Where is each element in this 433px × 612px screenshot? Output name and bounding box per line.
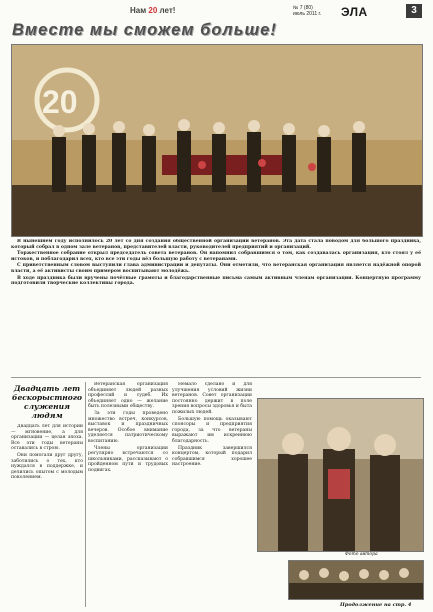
continued-note: Продолжение на стр. 4 <box>340 602 412 608</box>
issue-suffix: лет! <box>159 6 176 15</box>
page-headline: Вместе мы сможем больше! <box>12 21 277 39</box>
issue-date <box>293 5 321 17</box>
column-paragraph: За эти годы проведено множество встреч, конкурсов, выставок и праздничных вечеров. Особое внимание уделяется патриотическому воспитанию. <box>88 410 168 444</box>
sidebar-text <box>11 424 83 607</box>
event-photo <box>11 44 423 237</box>
issue-slogan <box>130 6 175 15</box>
lead-article <box>11 239 421 373</box>
issue-prefix: Нам <box>130 6 147 15</box>
lead-paragraph: С приветственным словом выступили глава администрации и депутаты. Они отметили, что ветеранская организация является надёжной опорой власти, а её активисты своим примером воспитывают молодёжь. <box>11 263 421 274</box>
sidebar-heading: Двадцать лет бескорыстного служения людям <box>12 384 82 420</box>
issue-accent: 20 <box>148 6 158 15</box>
page-number: 3 <box>406 4 422 18</box>
column-paragraph: Немало сделано и для улучшения условий жизни ветеранов. Совет организации постоянно держит в поле зрения вопросы здоровья и быта пожилых людей. <box>172 382 252 415</box>
lead-paragraph: Торжественное собрание открыл председатель совета ветеранов. Он напомнил собравшимся о том, как создавалась организация, кто стоял у её истоков, и поблагодарил всех, кто все эти годы вёл большую работу с ветеранами. <box>11 251 421 262</box>
issue-month: июль 2011 г. <box>293 11 322 17</box>
lead-paragraph: В нынешнем году исполнилось 20 лет со дня создания общественной организации ветеранов. Эта дата стала поводом для большого праздника, который собрал в одном зале ветеранов, представителей власти, руководителей предприятий и организаций. <box>11 239 421 250</box>
photo-caption: Фото автора <box>345 552 378 557</box>
svg-text:20: 20 <box>42 84 78 120</box>
sidebar-paragraph: Они помогали друг другу, заботились о тех, кто нуждался в поддержке, и делились опытом с молодым поколением. <box>11 452 83 481</box>
column-paragraph: Члены организации регулярно встречаются со школьниками, рассказывают о пройденном пути и трудовых подвигах. <box>88 445 168 473</box>
column-paragraph: Ветеранская организация объединяет людей разных профессий и судеб. Их объединяет одно — желание быть полезными обществу. <box>88 382 168 410</box>
section-divider <box>11 377 421 378</box>
page-header <box>10 5 423 19</box>
column-paragraph: Большую помощь оказывают спонсоры и предприятия города, за что ветераны выражают им искреннюю благодарность. <box>172 416 252 444</box>
article-column-3 <box>172 382 252 607</box>
veterans-photo <box>257 398 424 552</box>
column-paragraph: Праздник завершился концертом, который подарил собравшимся хорошее настроение. <box>172 445 252 468</box>
column-divider <box>85 382 86 607</box>
newspaper-logo: ЭЛА <box>341 5 368 19</box>
audience-photo <box>288 560 424 600</box>
lead-paragraph: В ходе праздника были вручены почётные грамоты и благодарственные письма самым активным членам организации. Концертную программу подготовили творческие коллективы города. <box>11 275 421 287</box>
issue-number: № 7 (80) <box>293 5 313 11</box>
sidebar-paragraph: Двадцать лет для истории — мгновение, а для организации — целая эпоха. Все эти годы ветераны оставались в строю. <box>11 424 83 452</box>
article-column-2 <box>88 382 168 607</box>
